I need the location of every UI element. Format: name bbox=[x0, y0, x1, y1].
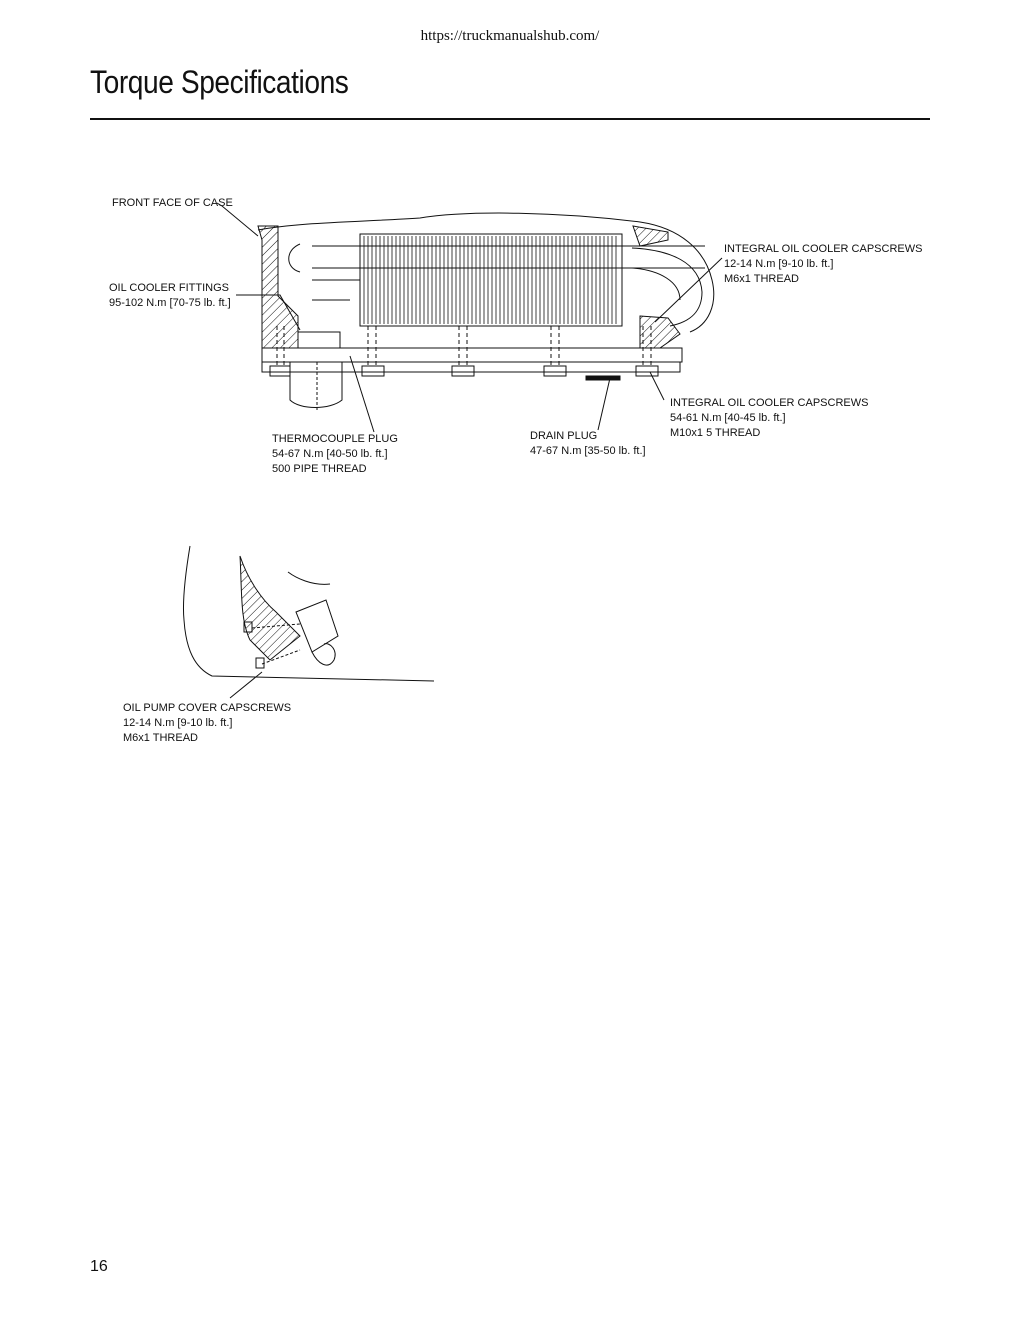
label-line: M6x1 THREAD bbox=[123, 732, 198, 744]
label-integral-capscrews-m6 bbox=[724, 242, 922, 287]
label-line: M10x1 5 THREAD bbox=[670, 427, 761, 439]
label-thermocouple-plug bbox=[272, 432, 398, 477]
source-url: https://truckmanualshub.com/ bbox=[420, 28, 600, 44]
page-number: 16 bbox=[90, 1258, 108, 1275]
label-integral-capscrews-m10 bbox=[670, 396, 868, 441]
label-line: 54-67 N.m [40-50 lb. ft.] bbox=[272, 448, 388, 460]
label-line: 95-102 N.m [70-75 lb. ft.] bbox=[109, 297, 231, 309]
label-line: 47-67 N.m [35-50 lb. ft.] bbox=[530, 445, 646, 457]
label-line: M6x1 THREAD bbox=[724, 273, 799, 285]
label-line: THERMOCOUPLE PLUG bbox=[272, 433, 398, 445]
label-oil-cooler-fittings bbox=[109, 281, 231, 311]
label-oil-pump-cover-capscrews bbox=[123, 701, 291, 746]
label-line: 12-14 N.m [9-10 lb. ft.] bbox=[123, 717, 233, 729]
label-line: INTEGRAL OIL COOLER CAPSCREWS bbox=[724, 243, 923, 255]
label-line: INTEGRAL OIL COOLER CAPSCREWS bbox=[670, 397, 869, 409]
label-front-face-of-case bbox=[112, 196, 233, 211]
label-line: OIL COOLER FITTINGS bbox=[109, 282, 229, 294]
label-line: 500 PIPE THREAD bbox=[272, 463, 367, 475]
page-title: Torque Specifications bbox=[90, 64, 349, 100]
label-line: 54-61 N.m [40-45 lb. ft.] bbox=[670, 412, 786, 424]
label-line: FRONT FACE OF CASE bbox=[112, 197, 233, 209]
label-line: DRAIN PLUG bbox=[530, 430, 598, 442]
label-line: 12-14 N.m [9-10 lb. ft.] bbox=[724, 258, 834, 270]
label-line: OIL PUMP COVER CAPSCREWS bbox=[123, 702, 292, 714]
label-drain-plug bbox=[530, 429, 646, 459]
